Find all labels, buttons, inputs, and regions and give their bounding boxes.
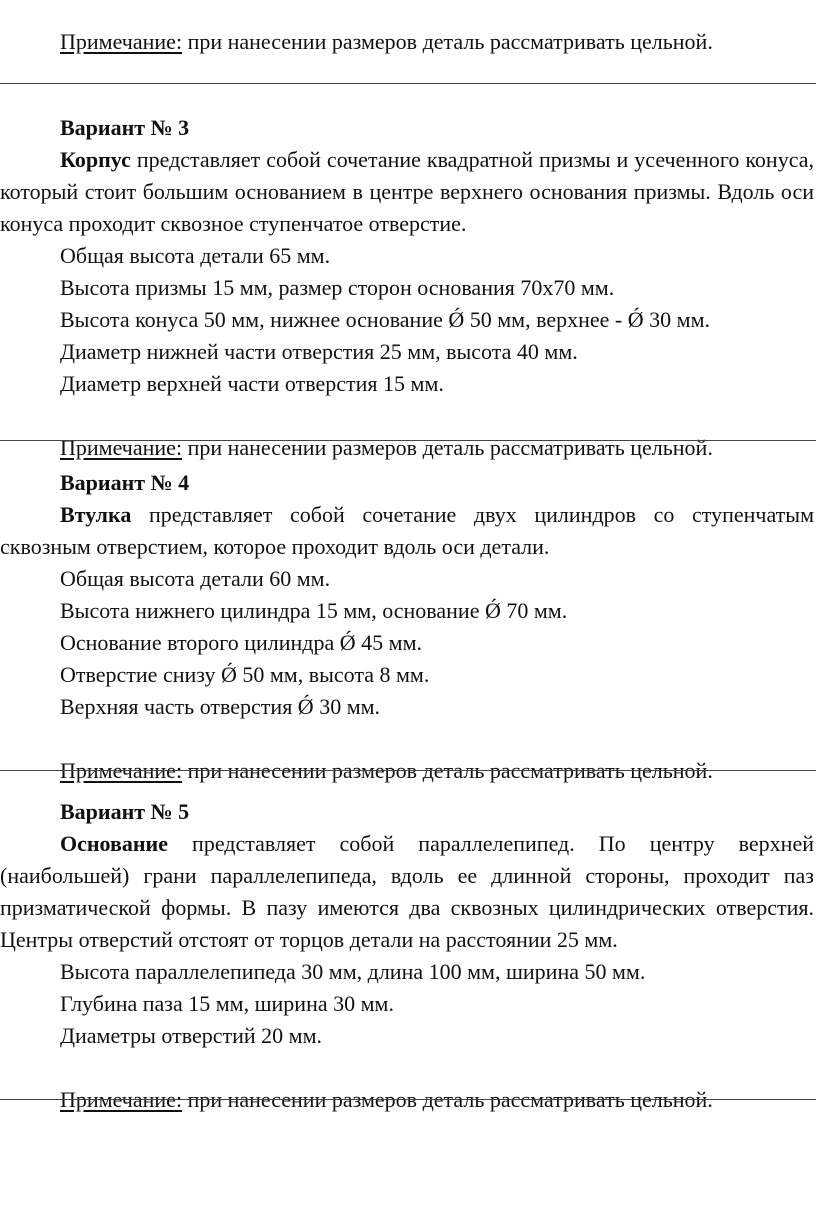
variant-title: Вариант № 5: [60, 799, 190, 824]
spec-line: Глубина паза 15 мм, ширина 30 мм.: [60, 991, 394, 1016]
note: [0, 1084, 816, 1116]
spec-line: Отверстие снизу Ǿ 50 мм, высота 8 мм.: [60, 662, 430, 687]
note: [0, 755, 816, 787]
variant-term: Основание: [60, 831, 169, 856]
note-label: Примечание:: [60, 435, 183, 460]
variant-4: [0, 467, 816, 787]
variant-description-text: представляет собой сочетание квадратной призмы и усеченного конуса, который стоит большим основанием в центре верхнего основания призмы. Вдоль оси конуса проходит сквозное ступенчатое отверстие.: [0, 147, 814, 236]
spec-line: Высота нижнего цилиндра 15 мм, основание Ǿ 70 мм.: [60, 598, 568, 623]
divider: [0, 83, 816, 84]
note-text: при нанесении размеров деталь рассматривать цельной.: [182, 435, 713, 460]
variant-description-text: представляет собой параллелепипед. По центру верхней (наибольшей) грани параллелепипеда, вдоль ее длинной стороны, проходит паз призматической формы. В пазу имеются два сквозных цилиндрических отверстия. Центры отверстий отстоят от торцов детали на расстоянии 25 мм.: [0, 831, 814, 952]
spec-line: Диаметры отверстий 20 мм.: [60, 1023, 323, 1048]
spec-line: Высота конуса 50 мм, нижнее основание Ǿ 50 мм, верхнее - Ǿ 30 мм.: [60, 307, 710, 332]
note-text: при нанесении размеров деталь рассматривать цельной.: [182, 758, 713, 783]
spec-line: Общая высота детали 60 мм.: [60, 566, 331, 591]
variant-description: [0, 144, 816, 240]
spec-line: Верхняя часть отверстия Ǿ 30 мм.: [60, 694, 381, 719]
note: [0, 432, 816, 464]
variant-3: [0, 112, 816, 464]
variant-title: Вариант № 3: [60, 115, 190, 140]
spec-line: Общая высота детали 65 мм.: [60, 243, 331, 268]
variant-5: [0, 796, 816, 1116]
variant-description: [0, 828, 816, 956]
note-label: Примечание:: [60, 1087, 183, 1112]
note-label: Примечание:: [60, 758, 183, 783]
note-label: Примечание:: [60, 29, 183, 54]
divider: [0, 770, 816, 771]
spec-line: Высота призмы 15 мм, размер сторон основания 70х70 мм.: [60, 275, 615, 300]
top-note-section: [0, 26, 816, 58]
spec-line: Диаметр верхней части отверстия 15 мм.: [60, 371, 444, 396]
spec-line: Диаметр нижней части отверстия 25 мм, высота 40 мм.: [60, 339, 578, 364]
note-text: при нанесении размеров деталь рассматривать цельной.: [182, 1087, 713, 1112]
spec-line: Основание второго цилиндра Ǿ 45 мм.: [60, 630, 423, 655]
note-text: при нанесении размеров деталь рассматривать цельной.: [182, 29, 713, 54]
variant-term: Корпус: [60, 147, 131, 172]
divider: [0, 1099, 816, 1100]
spec-line: Высота параллелепипеда 30 мм, длина 100 мм, ширина 50 мм.: [60, 959, 646, 984]
note: [0, 26, 816, 58]
variant-term: Втулка: [60, 502, 132, 527]
divider: [0, 440, 816, 441]
variant-description: [0, 499, 816, 563]
variant-title: Вариант № 4: [60, 470, 190, 495]
variant-description-text: представляет собой сочетание двух цилиндров со ступенчатым сквозным отверстием, которое проходит вдоль оси детали.: [0, 502, 814, 559]
